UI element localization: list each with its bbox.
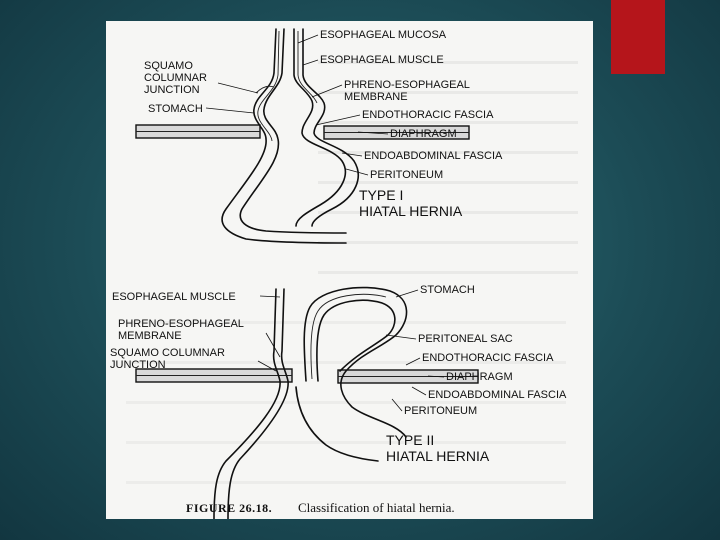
type2-label-peritoneum: PERITONEUM [404,405,478,417]
figure-caption-number: FIGURE 26.18. [186,501,273,515]
type2-label-membrane: MEMBRANE [118,330,182,342]
type2-label-esophageal-muscle: ESOPHAGEAL MUSCLE [112,291,236,303]
type1-label-phreno: PHRENO-ESOPHAGEAL [344,79,470,91]
type1-title-line1: TYPE I [359,187,404,203]
type1-label-endoabdominal: ENDOABDOMINAL FASCIA [364,150,503,162]
type2-label-peritoneal-sac: PERITONEAL SAC [418,333,513,345]
type1-label-junction: JUNCTION [144,84,200,96]
type2-label-squamo-columnar: SQUAMO COLUMNAR [110,347,225,359]
type1-label-peritoneum: PERITONEUM [370,169,444,181]
type1-label-squamo: SQUAMO [144,60,193,72]
type1-label-diaphragm: DIAPHRAGM [390,128,457,140]
slide-accent-tab [611,0,665,74]
type2-label-phreno: PHRENO-ESOPHAGEAL [118,318,244,330]
hiatal-hernia-figure [106,21,593,519]
type2-title-line2: HIATAL HERNIA [386,448,490,464]
type1-label-esophageal-muscle: ESOPHAGEAL MUSCLE [320,54,444,66]
type1-label-columnar: COLUMNAR [144,72,207,84]
type1-label-membrane: MEMBRANE [344,91,408,103]
type1-label-stomach: STOMACH [148,103,203,115]
type2-title-line1: TYPE II [386,432,435,448]
type1-label-endothoracic: ENDOTHORACIC FASCIA [362,109,494,121]
hiatal-hernia-diagram [106,21,593,519]
type1-title-line2: HIATAL HERNIA [359,203,463,219]
type2-label-junction: JUNCTION [110,359,166,371]
type2-label-endothoracic: ENDOTHORACIC FASCIA [422,352,554,364]
figure-caption-text: Classification of hiatal hernia. [298,500,455,515]
type2-label-endoabdominal: ENDOABDOMINAL FASCIA [428,389,567,401]
type1-label-esophageal-mucosa: ESOPHAGEAL MUCOSA [320,29,447,41]
type2-label-stomach: STOMACH [420,284,475,296]
type2-label-diaphragm: DIAPHRAGM [446,371,513,383]
